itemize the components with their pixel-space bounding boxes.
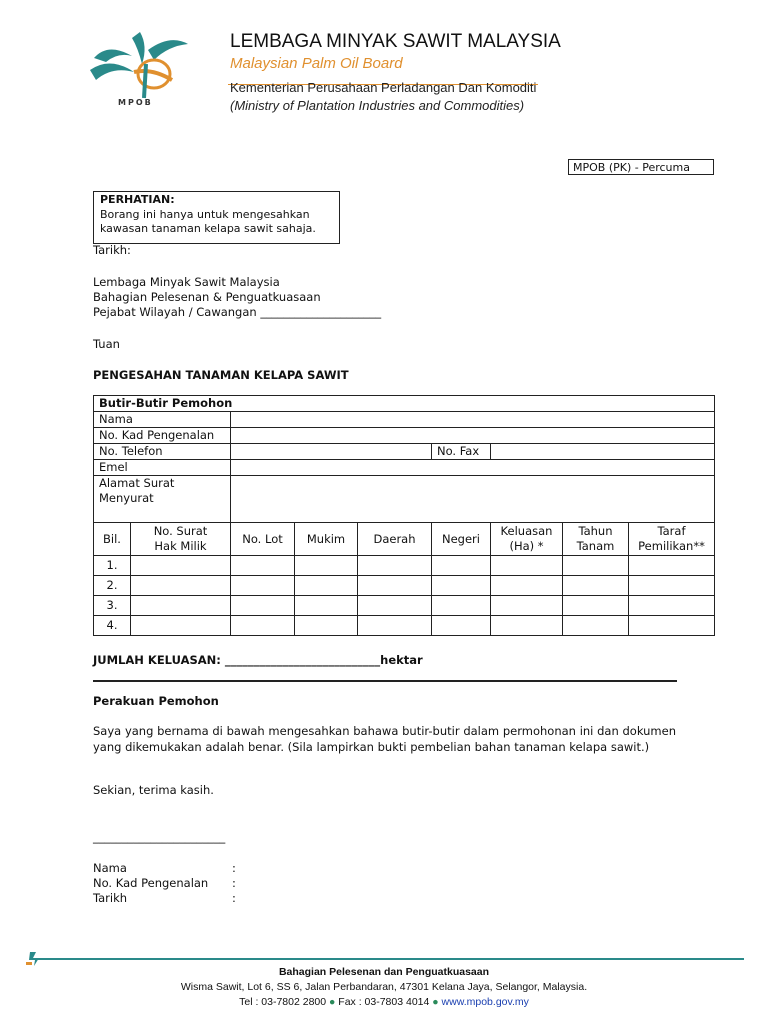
table-cell[interactable] (629, 576, 715, 596)
signature-line[interactable]: _______________________ (93, 830, 226, 844)
table-cell[interactable] (131, 596, 231, 616)
form-reference: MPOB (PK) - Percuma (568, 159, 714, 175)
table-cell[interactable] (432, 616, 491, 636)
col-header-bil: Bil. (94, 523, 131, 556)
col-header-line: Keluasan (500, 524, 553, 538)
date-label: Tarikh: (93, 243, 131, 257)
col-header-lot: No. Lot (231, 523, 295, 556)
row-number: 4. (94, 616, 131, 636)
table-cell[interactable] (491, 556, 563, 576)
footer-website-link[interactable]: www.mpob.gov.my (441, 996, 529, 1008)
col-header-line: Hak Milik (154, 539, 207, 553)
col-header-line: Taraf (657, 524, 686, 538)
sig-ic-label: No. Kad Pengenalan (93, 876, 209, 890)
table-cell[interactable] (358, 596, 432, 616)
address-label-line: Alamat Surat (99, 476, 175, 490)
org-name: LEMBAGA MINYAK SAWIT MALAYSIA (230, 31, 561, 52)
notice-line: Borang ini hanya untuk mengesahkan (100, 207, 310, 221)
letter-subject: PENGESAHAN TANAMAN KELAPA SAWIT (93, 368, 349, 382)
table-cell[interactable] (563, 556, 629, 576)
table-cell[interactable] (432, 596, 491, 616)
table-cell[interactable] (563, 596, 629, 616)
address-field[interactable] (231, 476, 715, 523)
table-cell[interactable] (131, 576, 231, 596)
footer-fax: Fax : 03-7803 4014 (338, 996, 430, 1008)
notice-box (93, 191, 340, 244)
table-cell[interactable] (131, 556, 231, 576)
footer-division: Bahagian Pelesenan dan Penguatkuasaan (278, 966, 490, 978)
address-line: Pejabat Wilayah / Cawangan _____________________ (93, 305, 382, 319)
row-number: 3. (94, 596, 131, 616)
col-header-taraf (629, 523, 715, 556)
table-cell[interactable] (358, 616, 432, 636)
table-cell[interactable] (295, 556, 358, 576)
bullet-icon: ● (432, 996, 439, 1008)
sig-colon: : (232, 891, 236, 905)
table-row (94, 576, 715, 596)
table-cell[interactable] (131, 616, 231, 636)
col-header-line: Pemilikan** (638, 539, 705, 553)
footer-address: Wisma Sawit, Lot 6, SS 6, Jalan Perbandaran, 47301 Kelana Jaya, Selangor, Malaysia. (180, 981, 588, 993)
ic-field[interactable] (231, 428, 715, 444)
col-header-mukim: Mukim (295, 523, 358, 556)
table-cell[interactable] (295, 596, 358, 616)
table-row (94, 596, 715, 616)
table-row (94, 556, 715, 576)
mpob-logo (88, 28, 192, 112)
table-cell[interactable] (629, 596, 715, 616)
address-line: Bahagian Pelesenan & Penguatkuasaan (93, 290, 321, 304)
col-header-line: Tanam (576, 539, 615, 553)
address-line: Lembaga Minyak Sawit Malaysia (93, 275, 280, 289)
table-cell[interactable] (358, 576, 432, 596)
col-header-daerah: Daerah (358, 523, 432, 556)
notice-title: PERHATIAN: (100, 193, 175, 206)
table-section-title: Butir-Butir Pemohon (94, 396, 715, 412)
table-cell[interactable] (231, 556, 295, 576)
col-header-surat (131, 523, 231, 556)
sig-nama-label: Nama (93, 861, 127, 875)
table-cell[interactable] (432, 576, 491, 596)
nama-field[interactable] (231, 412, 715, 428)
sig-colon: : (232, 861, 236, 875)
declaration-body: Saya yang bernama di bawah mengesahkan bahawa butir-butir dalam permohonan ini dan dokumen yang dikemukakan adalah benar. (Sila lampirkan bukti pembelian bahan tanaman kelapa sawit.) (93, 724, 676, 754)
sig-colon: : (232, 876, 236, 890)
col-header-line: Tahun (578, 524, 613, 538)
table-cell[interactable] (295, 616, 358, 636)
col-header-line: (Ha) * (509, 539, 544, 553)
footer-tel: Tel : 03-7802 2800 (239, 996, 327, 1008)
phone-label: No. Telefon (94, 444, 231, 460)
email-field[interactable] (231, 460, 715, 476)
col-header-line: No. Surat (153, 524, 208, 538)
table-cell[interactable] (563, 616, 629, 636)
nama-label: Nama (94, 412, 231, 428)
table-cell[interactable] (629, 616, 715, 636)
table-cell[interactable] (358, 556, 432, 576)
table-cell[interactable] (491, 616, 563, 636)
table-cell[interactable] (491, 576, 563, 596)
col-header-tahun (563, 523, 629, 556)
footer-contact (0, 996, 768, 1008)
closing-text: Sekian, terima kasih. (93, 783, 214, 797)
ministry-name-en: (Ministry of Plantation Industries and Commodities) (230, 98, 525, 113)
table-cell[interactable] (231, 616, 295, 636)
table-cell[interactable] (295, 576, 358, 596)
col-header-keluasan (491, 523, 563, 556)
table-cell[interactable] (231, 576, 295, 596)
sig-date-label: Tarikh (93, 891, 128, 905)
col-header-negeri: Negeri (432, 523, 491, 556)
section-divider (93, 680, 677, 682)
applicant-table (93, 395, 715, 636)
org-name-en: Malaysian Palm Oil Board (230, 55, 403, 72)
row-number: 2. (94, 576, 131, 596)
address-label (94, 476, 231, 523)
ministry-name: Kementerian Perusahaan Perladangan Dan Komoditi (230, 80, 537, 95)
table-row (94, 616, 715, 636)
fax-field[interactable] (491, 444, 715, 460)
table-cell[interactable] (432, 556, 491, 576)
logo-text: MPOB (118, 98, 153, 107)
address-label-line: Menyurat (99, 491, 154, 505)
ic-label: No. Kad Pengenalan (94, 428, 231, 444)
fax-label: No. Fax (432, 444, 491, 460)
notice-line: kawasan tanaman kelapa sawit sahaja. (100, 222, 316, 235)
salutation: Tuan (93, 337, 120, 351)
row-number: 1. (94, 556, 131, 576)
table-cell[interactable] (563, 576, 629, 596)
table-cell[interactable] (231, 596, 295, 616)
declaration-title: Perakuan Pemohon (93, 694, 219, 708)
total-area: JUMLAH KELUASAN: ___________________________hektar (93, 653, 423, 667)
footer-divider (36, 958, 744, 960)
table-cell[interactable] (491, 596, 563, 616)
bullet-icon: ● (329, 996, 336, 1008)
email-label: Emel (94, 460, 231, 476)
phone-field[interactable] (231, 444, 432, 460)
table-cell[interactable] (629, 556, 715, 576)
